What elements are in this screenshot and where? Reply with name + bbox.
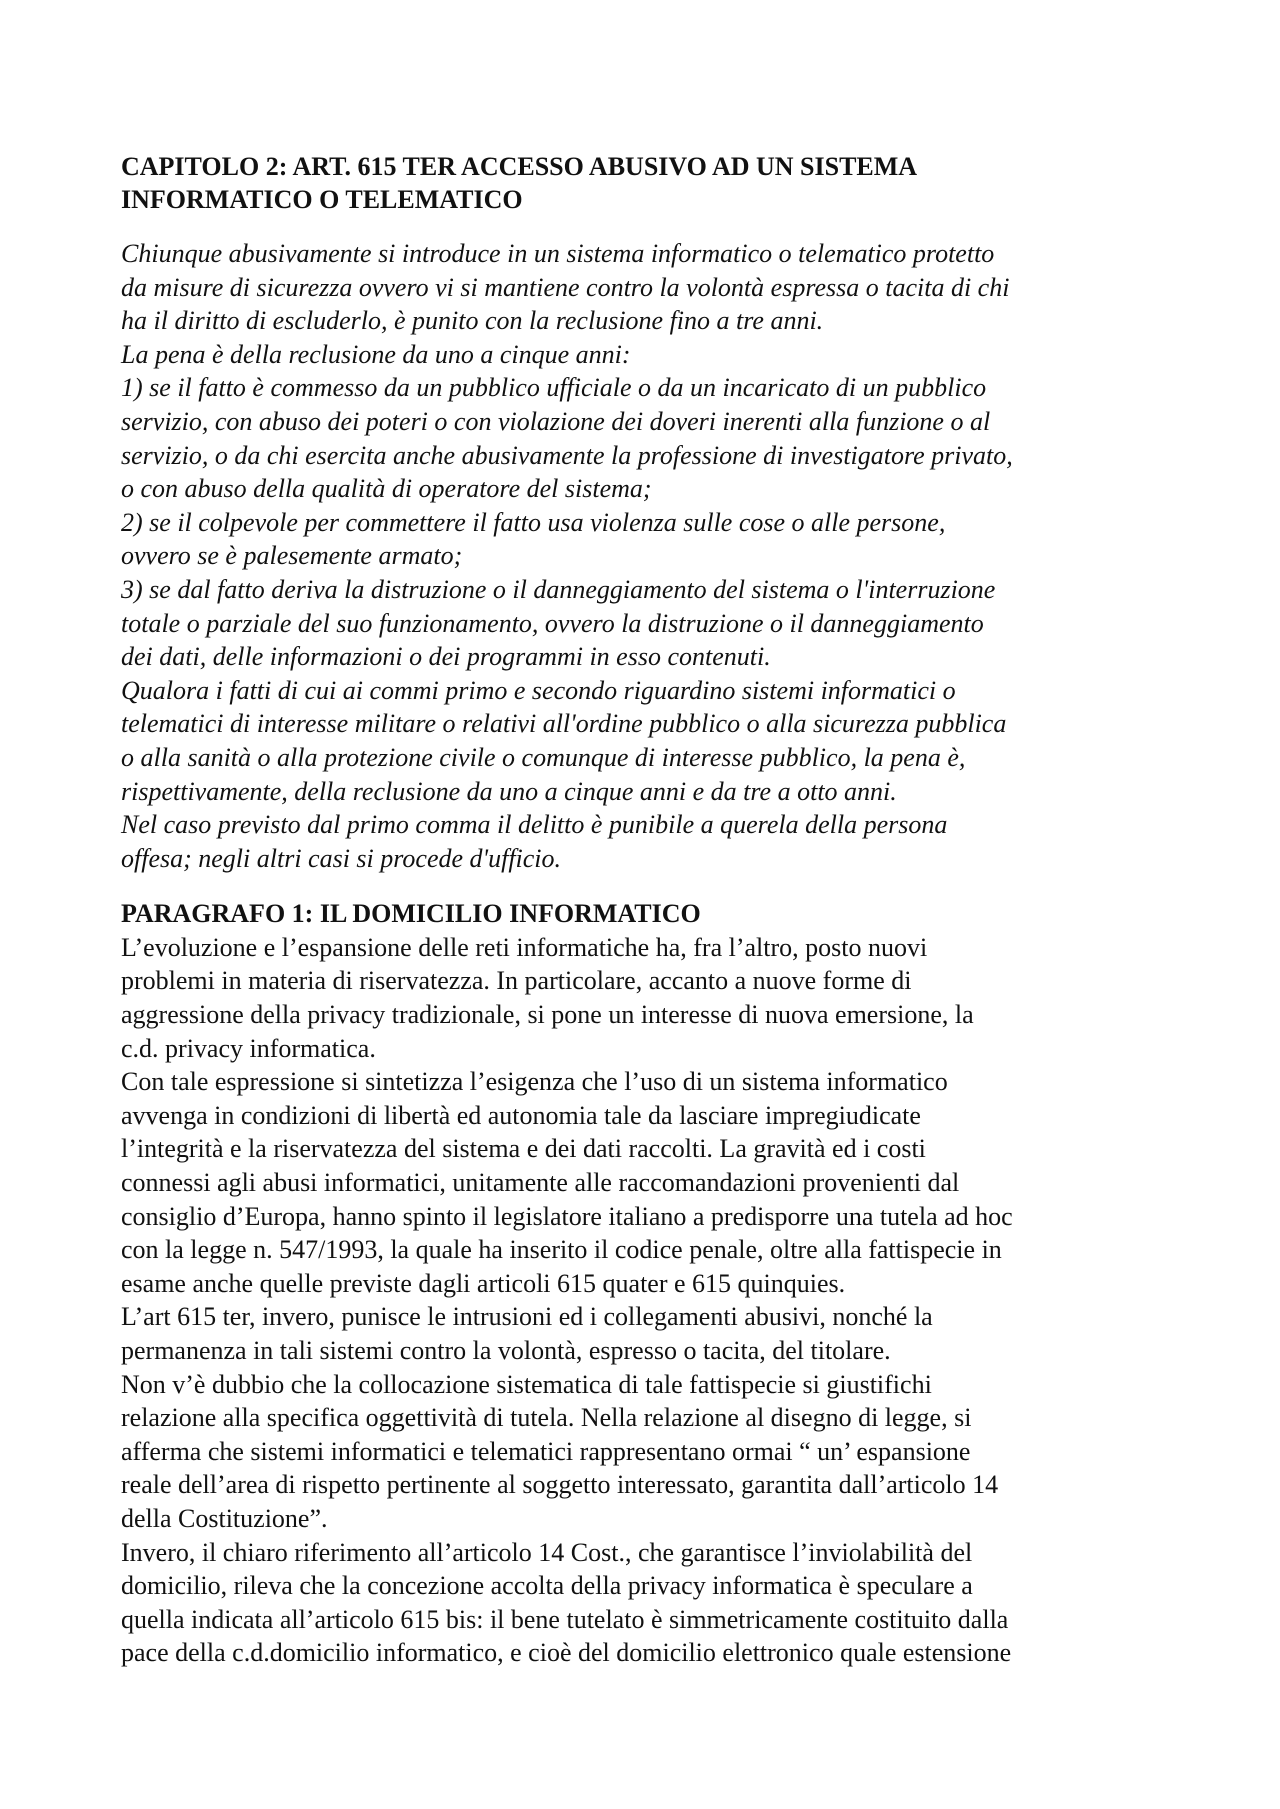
law-text-line: servizio, con abuso dei poteri o con violazione dei doveri inerenti alla funzione o al: [121, 406, 991, 436]
law-text-line: da misure di sicurezza ovvero vi si mantiene contro la volontà espressa o tacita di chi: [121, 272, 1010, 302]
law-text-line: 3) se dal fatto deriva la distruzione o il danneggiamento del sistema o l'interruzione: [121, 574, 996, 604]
body-line: l’integrità e la riservatezza del sistema e dei dati raccolti. La gravità ed i costi: [121, 1134, 926, 1164]
body-line: della Costituzione”.: [121, 1503, 328, 1533]
body-line: L’art 615 ter, invero, punisce le intrusioni ed i collegamenti abusivi, nonché la: [121, 1302, 933, 1332]
body-line: reale dell’area di rispetto pertinente al soggetto interessato, garantita dall’articolo 14: [121, 1470, 999, 1500]
body-line: esame anche quelle previste dagli articoli 615 quater e 615 quinquies.: [121, 1268, 846, 1298]
document-page: [121, 150, 1171, 1670]
section-title: PARAGRAFO 1: IL DOMICILIO INFORMATICO: [121, 899, 701, 929]
body-line: Con tale espressione si sintetizza l’esigenza che l’uso di un sistema informatico: [121, 1067, 948, 1097]
law-text-line: ha il diritto di escluderlo, è punito con la reclusione fino a tre anni.: [121, 306, 824, 336]
chapter-title-line: CAPITOLO 2: ART. 615 TER ACCESSO ABUSIVO AD UN SISTEMA: [121, 152, 918, 181]
law-text-line: totale o parziale del suo funzionamento, ovvero la distruzione o il danneggiamento: [121, 608, 984, 638]
law-text-line: Chiunque abusivamente si introduce in un sistema informatico o telematico protetto: [121, 239, 995, 268]
body-line: problemi in materia di riservatezza. In particolare, accanto a nuove forme di: [121, 966, 912, 996]
law-text-line: dei dati, delle informazioni o dei programmi in esso contenuti.: [121, 642, 771, 672]
law-text-line: telematici di interesse militare o relativi all'ordine pubblico o alla sicurezza pubblica: [121, 709, 1007, 739]
body-line: L’evoluzione e l’espansione delle reti informatiche ha, fra l’altro, posto nuovi: [121, 932, 928, 962]
law-text-line: ovvero se è palesemente armato;: [121, 541, 463, 571]
body-line: aggressione della privacy tradizionale, si pone un interesse di nuova emersione, la: [121, 1000, 974, 1030]
body-line: pace della c.d.domicilio informatico, e cioè del domicilio elettronico quale estensione: [121, 1638, 1012, 1668]
body-line: domicilio, rileva che la concezione accolta della privacy informatica è speculare a: [121, 1571, 973, 1601]
chapter-title-line: INFORMATICO O TELEMATICO: [121, 185, 523, 214]
body-line: con la legge n. 547/1993, la quale ha inserito il codice penale, oltre alla fattispecie in: [121, 1235, 1002, 1265]
body-line: relazione alla specifica oggettività di tutela. Nella relazione al disegno di legge, si: [121, 1403, 972, 1433]
body-line: afferma che sistemi informatici e telematici rappresentano ormai “ un’ espansione: [121, 1436, 971, 1466]
section-body: [121, 931, 1171, 1670]
body-line: connessi agli abusi informatici, unitamente alle raccomandazioni provenienti dal: [121, 1168, 960, 1198]
law-text-line: Qualora i fatti di cui ai commi primo e secondo riguardino sistemi informatici o: [121, 675, 956, 705]
body-line: c.d. privacy informatica.: [121, 1033, 376, 1063]
law-text-line: o alla sanità o alla protezione civile o comunque di interesse pubblico, la pena è,: [121, 742, 966, 772]
body-line: avvenga in condizioni di libertà ed autonomia tale da lasciare impregiudicate: [121, 1100, 921, 1130]
law-text-line: 2) se il colpevole per commettere il fatto usa violenza sulle cose o alle persone,: [121, 507, 946, 537]
law-text-quote: [121, 237, 1171, 875]
law-text-line: o con abuso della qualità di operatore del sistema;: [121, 474, 652, 504]
law-text-line: Nel caso previsto dal primo comma il delitto è punibile a querela della persona: [121, 810, 948, 840]
law-text-line: 1) se il fatto è commesso da un pubblico ufficiale o da un incaricato di un pubblico: [121, 373, 987, 403]
body-line: Non v’è dubbio che la collocazione sistematica di tale fattispecie si giustifichi: [121, 1369, 932, 1399]
law-text-line: rispettivamente, della reclusione da uno a cinque anni e da tre a otto anni.: [121, 776, 897, 806]
law-text-line: servizio, o da chi esercita anche abusivamente la professione di investigatore privato,: [121, 440, 1013, 470]
chapter-title: [121, 150, 1171, 216]
law-text-line: offesa; negli altri casi si procede d'ufficio.: [121, 843, 562, 873]
body-line: Invero, il chiaro riferimento all’articolo 14 Cost., che garantisce l’inviolabilità del: [121, 1537, 973, 1567]
law-text-line: La pena è della reclusione da uno a cinque anni:: [121, 339, 631, 369]
body-line: consiglio d’Europa, hanno spinto il legislatore italiano a predisporre una tutela ad hoc: [121, 1201, 1013, 1231]
body-line: permanenza in tali sistemi contro la volontà, espresso o tacita, del titolare.: [121, 1336, 891, 1365]
body-line: quella indicata all’articolo 615 bis: il bene tutelato è simmetricamente costituito dalla: [121, 1604, 1009, 1634]
